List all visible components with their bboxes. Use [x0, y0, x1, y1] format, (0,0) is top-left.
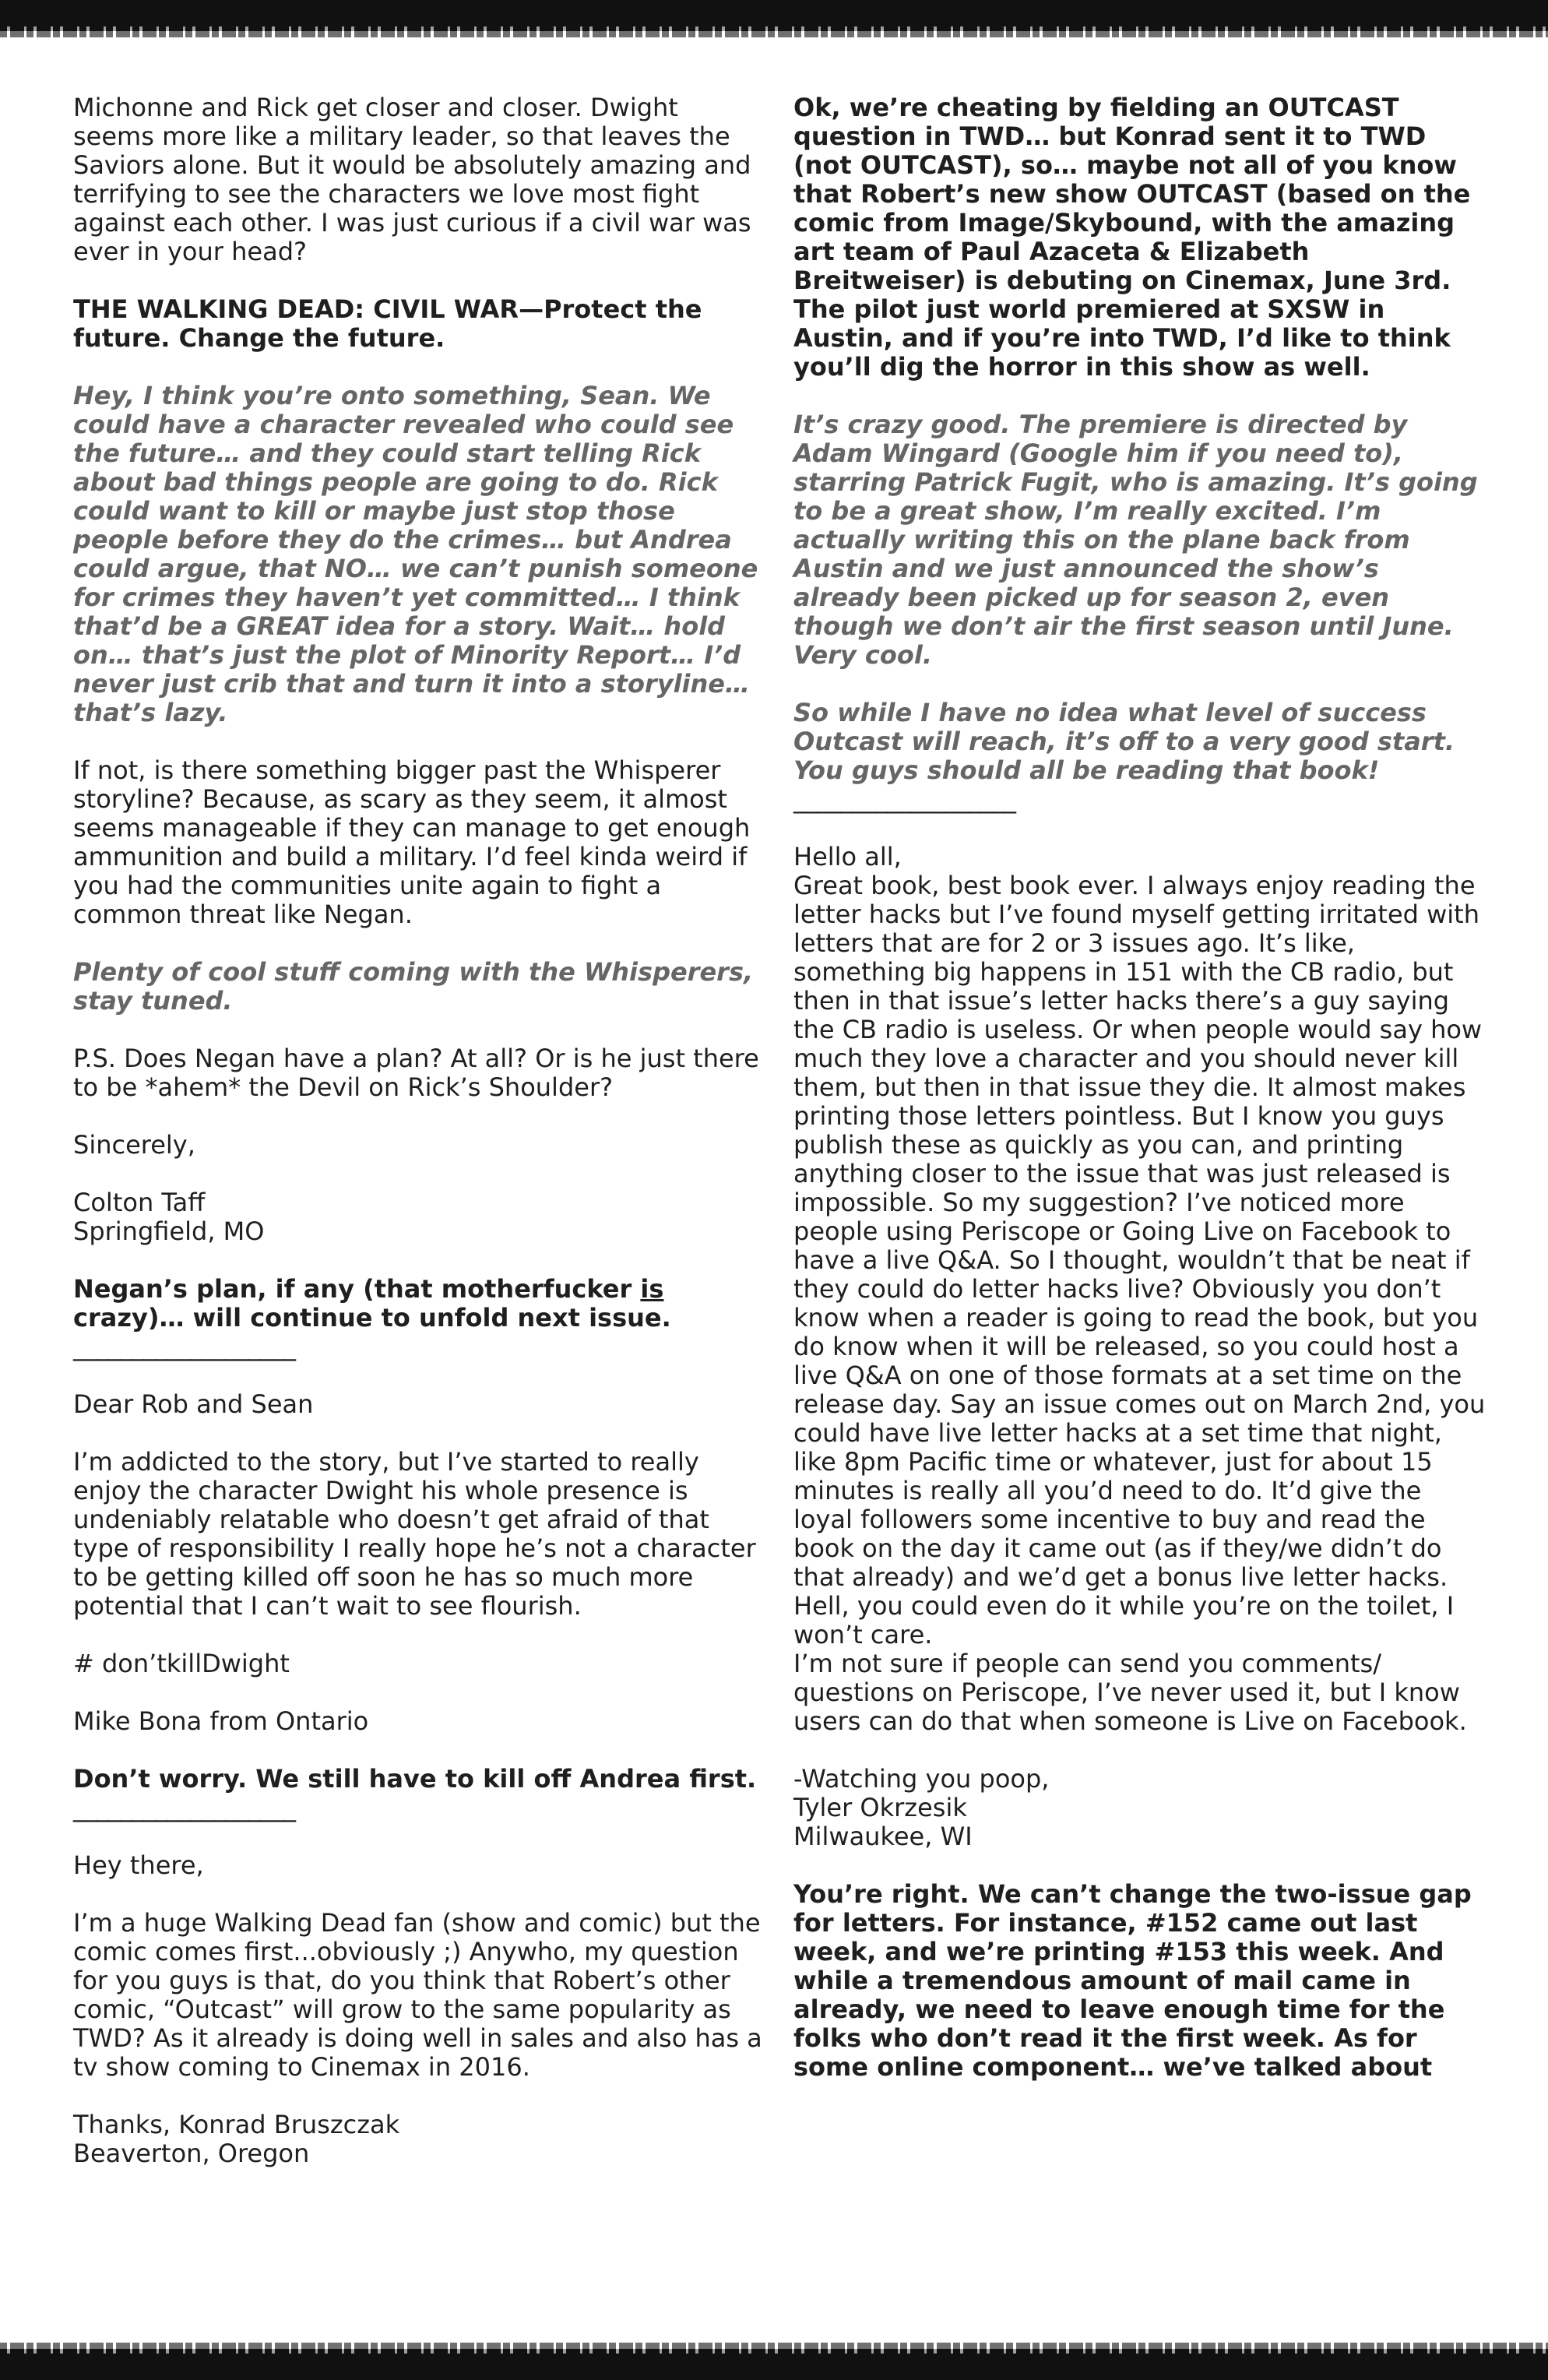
- editor-reply-italic: Hey, I think you’re onto something, Sean. We could have a character revealed who could see the future… and they could start telling Rick about bad things people are going to do. Rick could want to kill or maybe just stop those people before they do the crimes… but Andrea could argue, that NO… we can’t punish someone for crimes they haven’t yet committed… I think that’d be a GREAT idea for a story. Wait… hold on… that’s just the plot of Minority Report… I’d never just crib that and turn it into a storyline… that’s lazy.: [73, 381, 758, 727]
- letter-salutation: Dear Rob and Sean: [73, 1389, 314, 1419]
- letter-text: Michonne and Rick get closer and closer. Dwight seems more like a military leader, so that leaves the Saviors alone. But it would be absolutely amazing and terrifying to see the characters we love most fight against each other. I was just curious if a civil war was ever in your head?: [73, 93, 751, 266]
- letter-signature: -Watching you poop, Tyler Okrzesik Milwaukee, WI: [793, 1764, 1050, 1851]
- letter-text: I’m a huge Walking Dead fan (show and comic) but the comic comes first...obviously ;) Anywho, my question for you guys is that, do you think that Robert’s other comic, “Outcast” will grow to the same popularity as TWD? As it already is doing well in sales and also has a tv show coming to Cinemax in 2016.: [73, 1908, 762, 2082]
- editor-reply-italic: Plenty of cool stuff coming with the Whisperers, stay tuned.: [73, 957, 754, 1016]
- divider-rule: ___________________: [73, 1793, 295, 1822]
- letter-hashtag: # don’tkillDwight: [73, 1649, 290, 1678]
- letter-text: P.S. Does Negan have a plan? At all? Or is he just there to be *ahem* the Devil on Rick’s Shoulder?: [73, 1044, 759, 1102]
- bottom-grunge-border: [0, 2349, 1548, 2380]
- letter-text: Hello all, Great book, best book ever. I always enjoy reading the letter hacks but I’ve found myself getting irritated with letters that are for 2 or 3 issues ago. It’s like, something big happens in 151 with the CB radio, but then in that issue’s letter hacks there’s a guy saying the CB radio is useless. Or when people would say how much they love a character and you should never kill them, but then in that issue they die. It almost makes printing those letters pointless. But I know you guys publish these as quickly as you can, and printing anything closer to the issue that was just released is impossible. So my suggestion? I’ve noticed more people using Periscope or Going Live on Facebook to have a live Q&A. So I thought, wouldn’t that be neat if they could do letter hacks live? Obviously you don’t know when a reader is going to read the book, but you do know when it will be released, so you could host a live Q&A on one of those formats at a set time on the release day. Say an issue comes out on March 2nd, you could have live letter hacks at a set time that night, like 8pm Pacific time or whatever, just for about 15 minutes is really all you’d need to do. It’d give the loyal followers some incentive to buy and read the book on the day it came out (as if they/we didn’t do that already) and we’d get a bonus live letter hacks. Hell, you could even do it while you’re on the toilet, I won’t care. I’m not sure if people can send you comments/ questions on Periscope, I’ve never used it, but I know users can do that when someone is Live on Facebook.: [793, 842, 1486, 1736]
- top-grunge-border: [0, 0, 1548, 31]
- signature-place: Springfield, MO: [73, 1216, 265, 1246]
- editor-reply-italic: It’s crazy good. The premiere is directed by Adam Wingard (Google him if you need to), starring Patrick Fugit, who is amazing. It’s going to be a great show, I’m really excited. I’m actually writing this on the plane back from Austin and we just announced the show’s already been picked up for season 2, even though we don’t air the first season until June. Very cool.: [793, 410, 1478, 670]
- signature-name: Colton Taff: [73, 1188, 206, 1217]
- divider-rule: ___________________: [73, 1332, 295, 1361]
- editor-reply: Negan’s plan, if any (that motherfucker is crazy)… will continue to unfold next issue.: [73, 1274, 671, 1333]
- editor-reply-italic: So while I have no idea what level of success Outcast will reach, it’s off to a very good start. You guys should all be reading that book!: [793, 698, 1455, 785]
- editor-reply: Don’t worry. We still have to kill off Andrea first.: [73, 1764, 757, 1794]
- left-column: [73, 93, 766, 2168]
- letter-text: If not, is there something bigger past the Whisperer storyline? Because, as scary as they seem, it almost seems manageable if they can manage to get enough ammunition and build a military. I’d feel kinda weird if you had the communities unite again to fight a common threat like Negan.: [73, 755, 751, 929]
- editor-reply: You’re right. We can’t change the two-issue gap for letters. For instance, #152 came out last week, and we’re printing #153 this week. And while a tremendous amount of mail came in already, we need to leave enough time for the folks who don’t read it the first week. As for some online component… we’ve talked about: [793, 1879, 1472, 2082]
- editor-reply: Ok, we’re cheating by fielding an OUTCAST question in TWD… but Konrad sent it to TWD (not OUTCAST), so… maybe not all of you know that Robert’s new show OUTCAST (based on the comic from Image/Skybound, with the amazing art team of Paul Azaceta & Elizabeth Breitweiser) is debuting on Cinemax, June 3rd. The pilot just world premiered at SXSW in Austin, and if you’re into TWD, I’d like to think you’ll dig the horror in this show as well.: [793, 93, 1471, 382]
- letter-text: I’m addicted to the story, but I’ve started to really enjoy the character Dwight his whole presence is undeniably relatable who doesn’t get afraid of that type of responsibility I really hope he’s not a character to be getting killed off soon he has so much more potential that I can’t wait to see flourish.: [73, 1447, 756, 1621]
- signature-line: Thanks, Konrad Bruszczak: [73, 2110, 400, 2139]
- letter-signature: Mike Bona from Ontario: [73, 1706, 369, 1736]
- right-column: [793, 93, 1486, 2111]
- signature-line: Beaverton, Oregon: [73, 2139, 310, 2168]
- divider-rule: ___________________: [793, 784, 1015, 814]
- editor-reply: THE WALKING DEAD: CIVIL WAR—Protect the future. Change the future.: [73, 294, 702, 353]
- letter-closing: Sincerely,: [73, 1130, 195, 1160]
- letter-salutation: Hey there,: [73, 1850, 204, 1880]
